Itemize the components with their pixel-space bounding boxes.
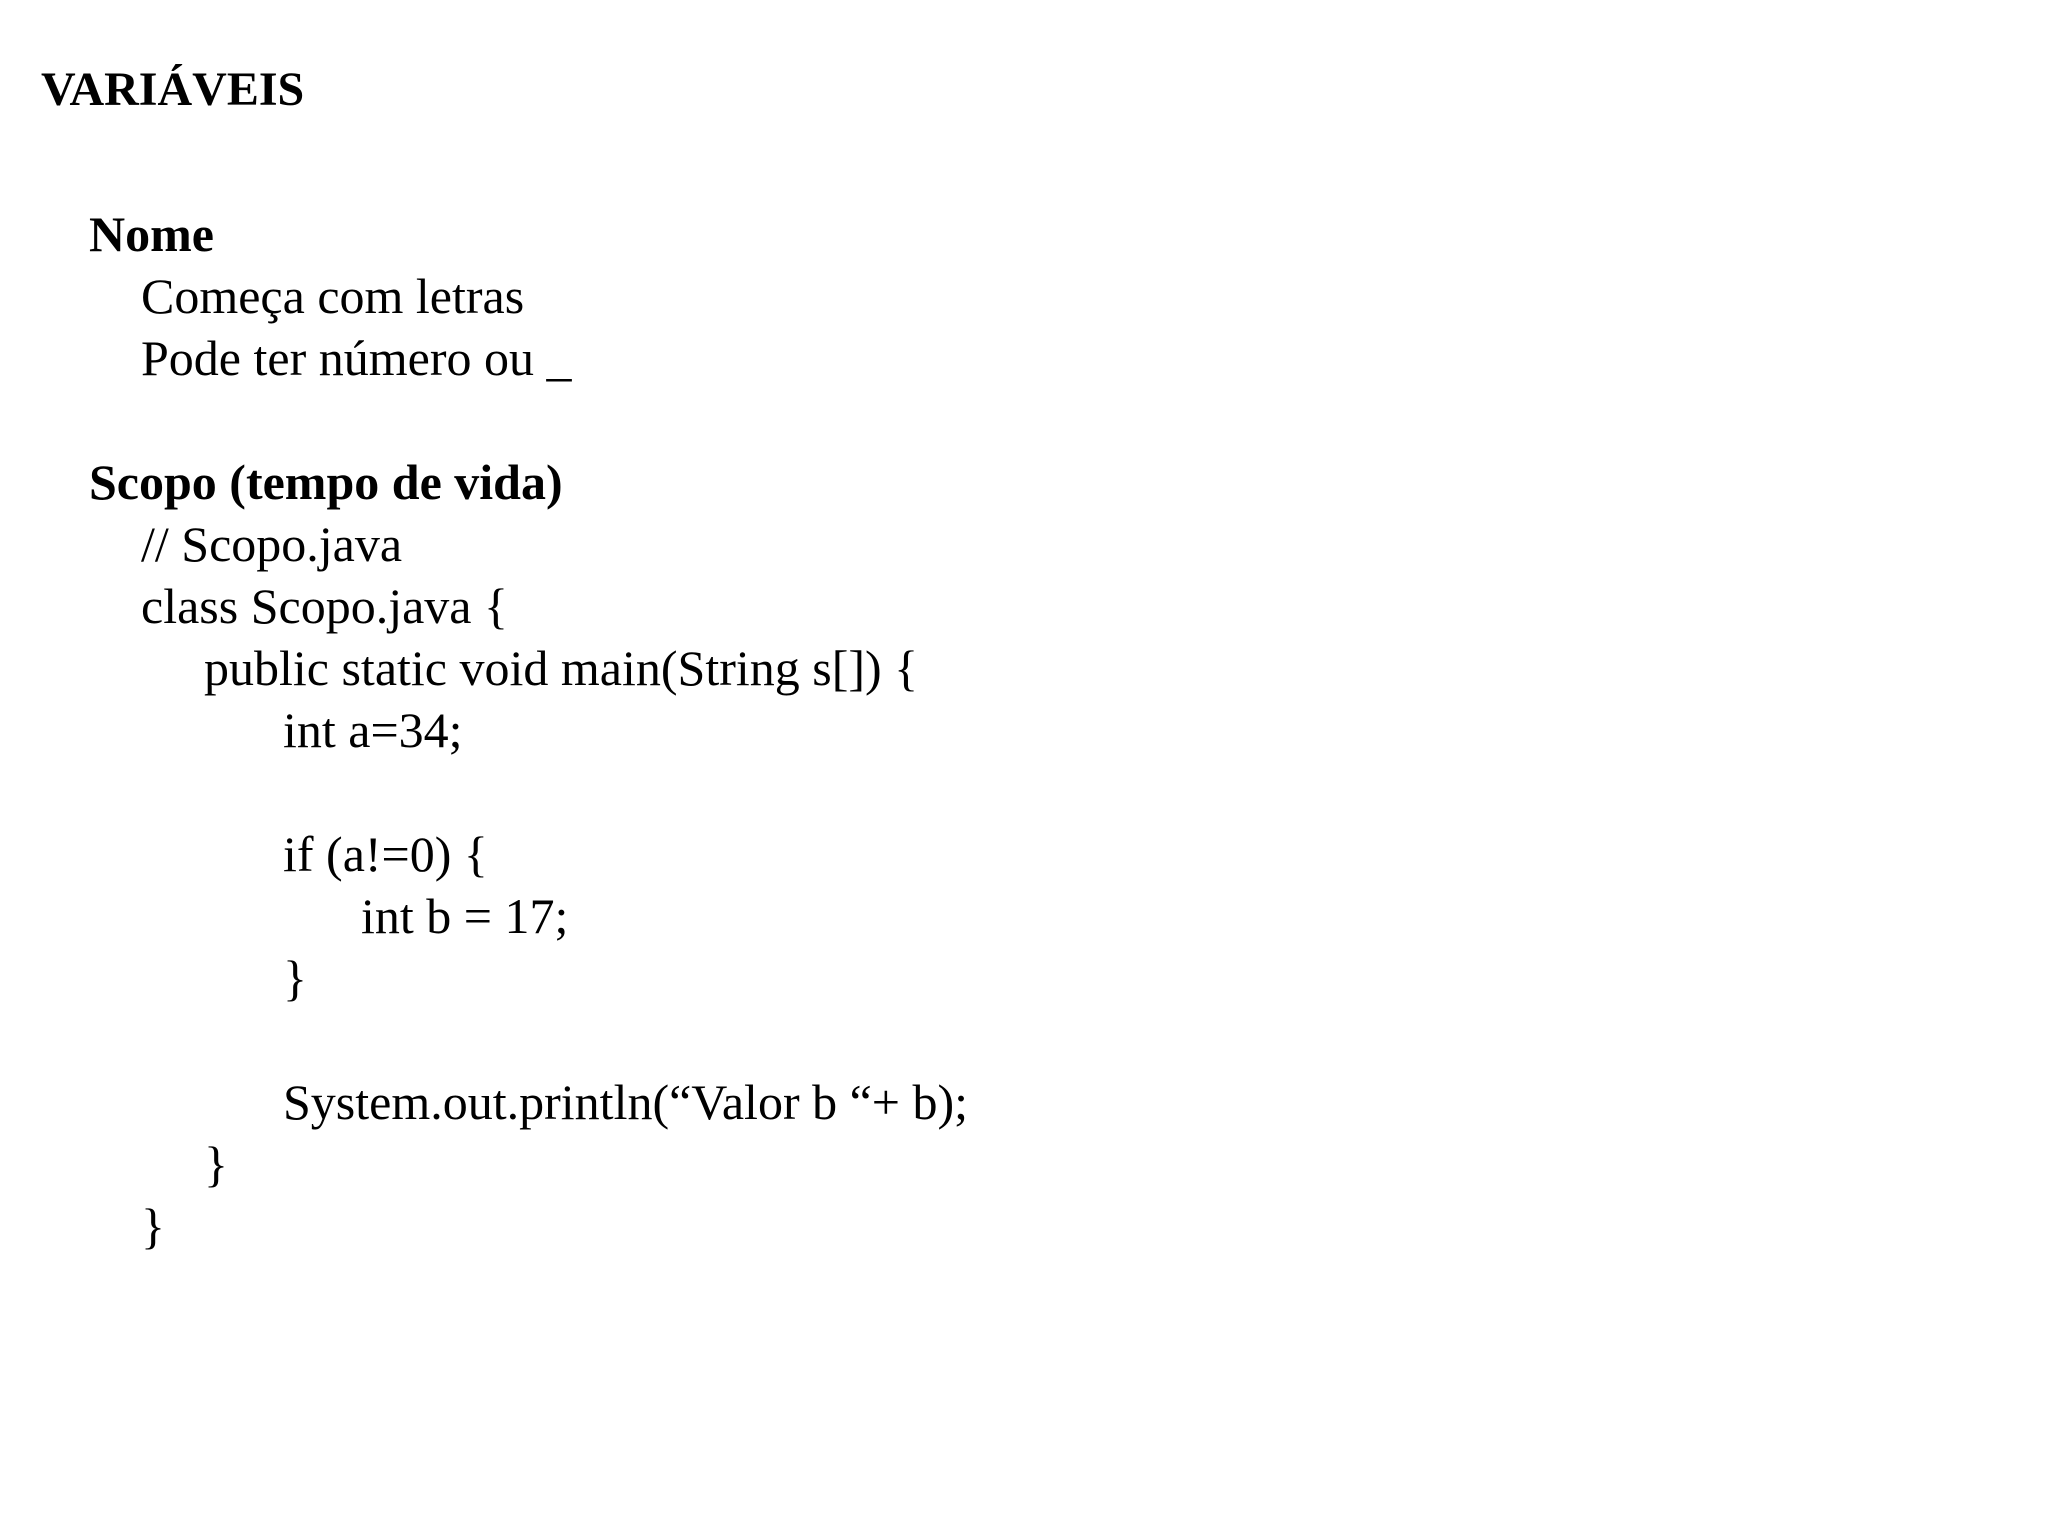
code-line: public static void main(String s[]) { (204, 640, 919, 696)
nome-rule-item: Pode ter número ou _ (141, 330, 572, 386)
page-title: VARIÁVEIS (41, 63, 305, 116)
code-line: class Scopo.java { (141, 578, 508, 634)
code-line: } (141, 1198, 165, 1254)
section-heading-scopo: Scopo (tempo de vida) (89, 454, 563, 510)
nome-rule-item: Começa com letras (141, 268, 525, 324)
code-line: } (204, 1136, 228, 1192)
section-heading-nome: Nome (89, 206, 214, 262)
code-line: if (a!=0) { (283, 826, 488, 882)
code-line: int a=34; (283, 702, 463, 758)
code-line: int b = 17; (361, 888, 569, 944)
code-line: } (283, 950, 307, 1006)
code-line: // Scopo.java (141, 516, 403, 572)
code-line: System.out.println(“Valor b “+ b); (283, 1074, 969, 1130)
